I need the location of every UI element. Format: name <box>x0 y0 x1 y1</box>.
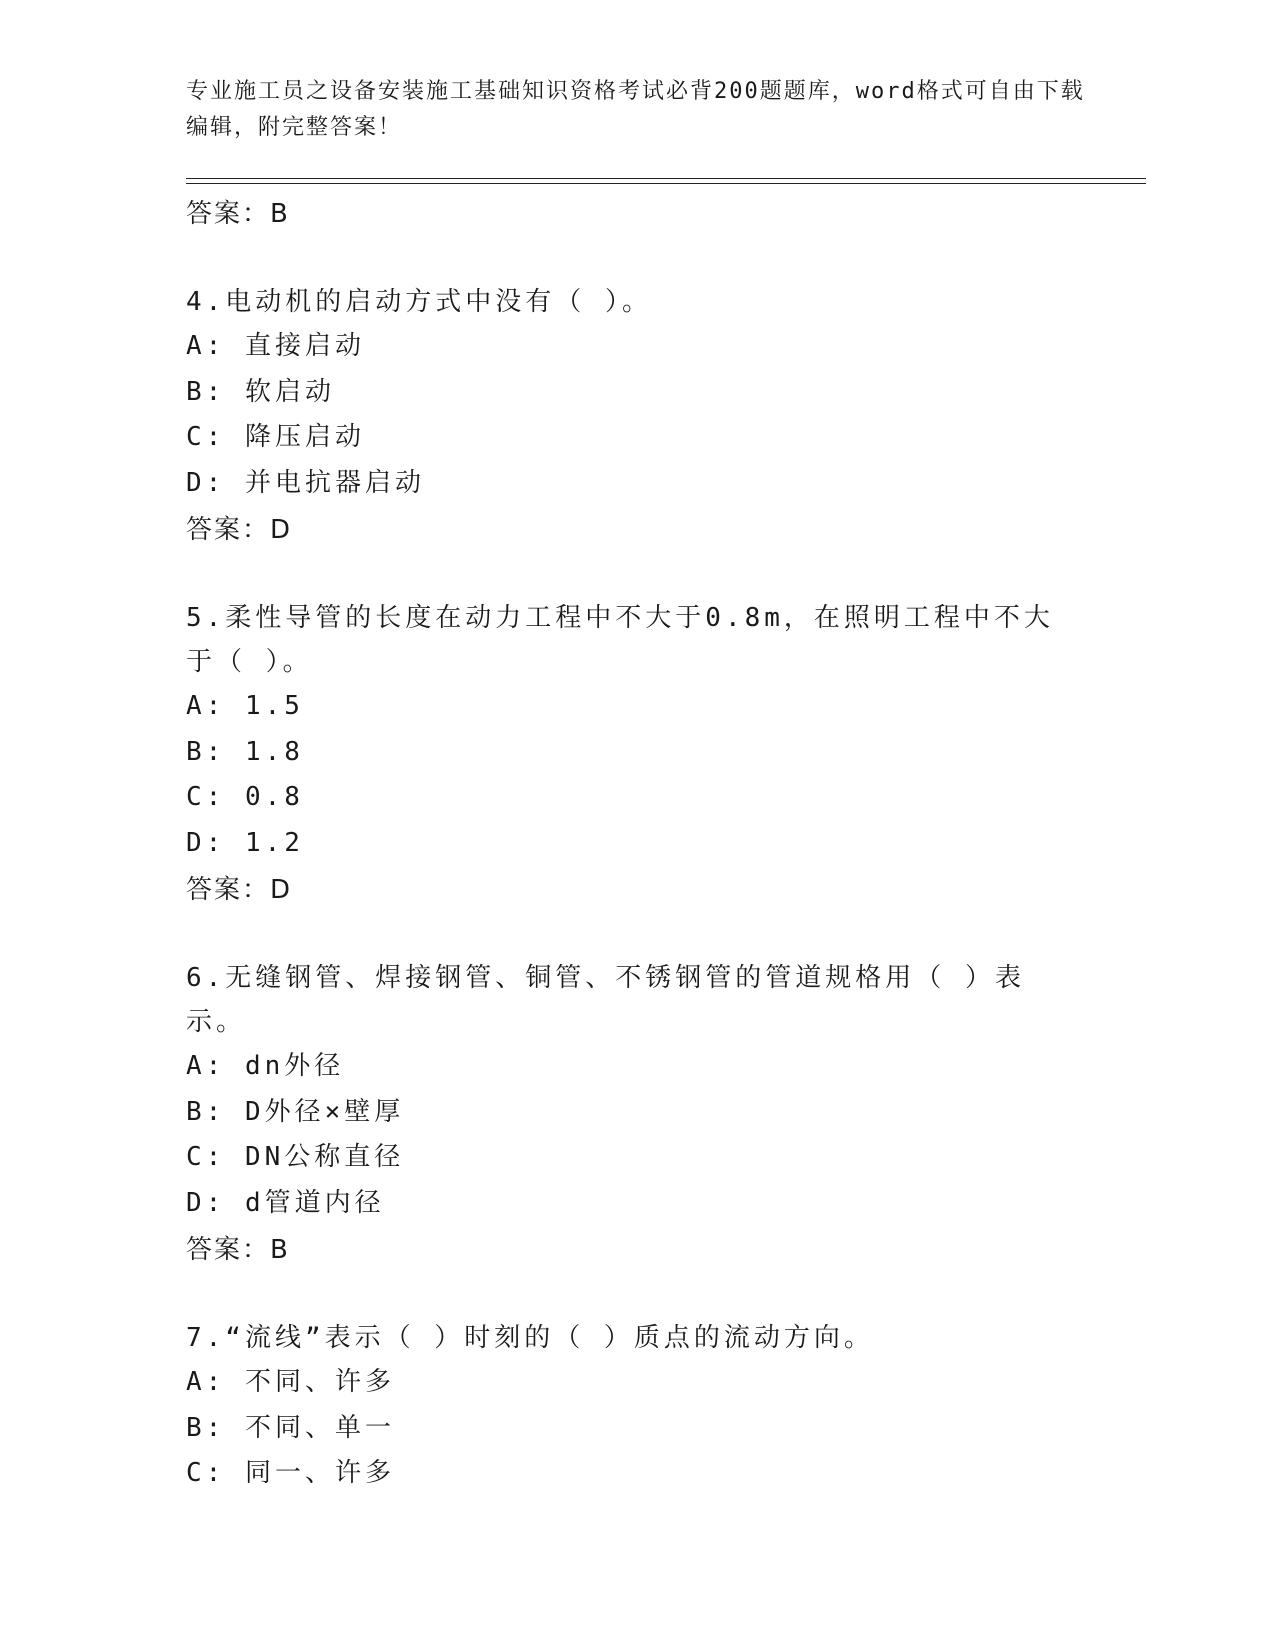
option-b: B: D外径×壁厚 <box>186 1096 405 1127</box>
question-text: 6.无缝钢管、焊接钢管、铜管、不锈钢管的管道规格用（ ）表示。 <box>186 963 1025 1037</box>
option-c: C: 同一、许多 <box>186 1458 395 1488</box>
option-b: B: 1.8 <box>186 736 304 767</box>
question-block <box>186 1316 1146 1497</box>
option-a: A: 直接启动 <box>186 331 365 361</box>
option-a: A: 不同、许多 <box>186 1367 395 1397</box>
question-text: 4.电动机的启动方式中没有（ ）。 <box>186 287 652 317</box>
option-b: B: 软启动 <box>186 376 335 407</box>
question-list <box>186 190 1146 1497</box>
answer-label: 答案：D <box>186 875 293 905</box>
answer-label: 答案：B <box>186 1235 290 1265</box>
option-c: C: DN公称直径 <box>186 1142 405 1172</box>
option-c: C: 0.8 <box>186 782 304 812</box>
header-divider-top <box>186 178 1146 179</box>
document-intro: 专业施工员之设备安装施工基础知识资格考试必背200题题库，word格式可自由下载编辑，附完整答案！ <box>186 79 1085 140</box>
option-d: D: d管道内径 <box>186 1187 385 1218</box>
header-divider-bottom <box>186 183 1146 184</box>
option-a: A: dn外径 <box>186 1051 345 1081</box>
question-text: 5.柔性导管的长度在动力工程中不大于0.8m，在照明工程中不大于（ ）。 <box>186 603 1054 677</box>
option-b: B: 不同、单一 <box>186 1412 395 1443</box>
answer-label: 答案：D <box>186 515 293 545</box>
question-block <box>186 956 1146 1274</box>
question-block <box>186 280 1146 554</box>
option-d: D: 并电抗器启动 <box>186 467 425 498</box>
option-c: C: 降压启动 <box>186 422 365 452</box>
option-d: D: 1.2 <box>186 827 304 858</box>
question-block <box>186 596 1146 914</box>
answer-label: 答案：B <box>186 199 290 229</box>
question-text: 7.“流线”表示（ ）时刻的（ ）质点的流动方向。 <box>186 1323 874 1353</box>
option-a: A: 1.5 <box>186 691 304 721</box>
